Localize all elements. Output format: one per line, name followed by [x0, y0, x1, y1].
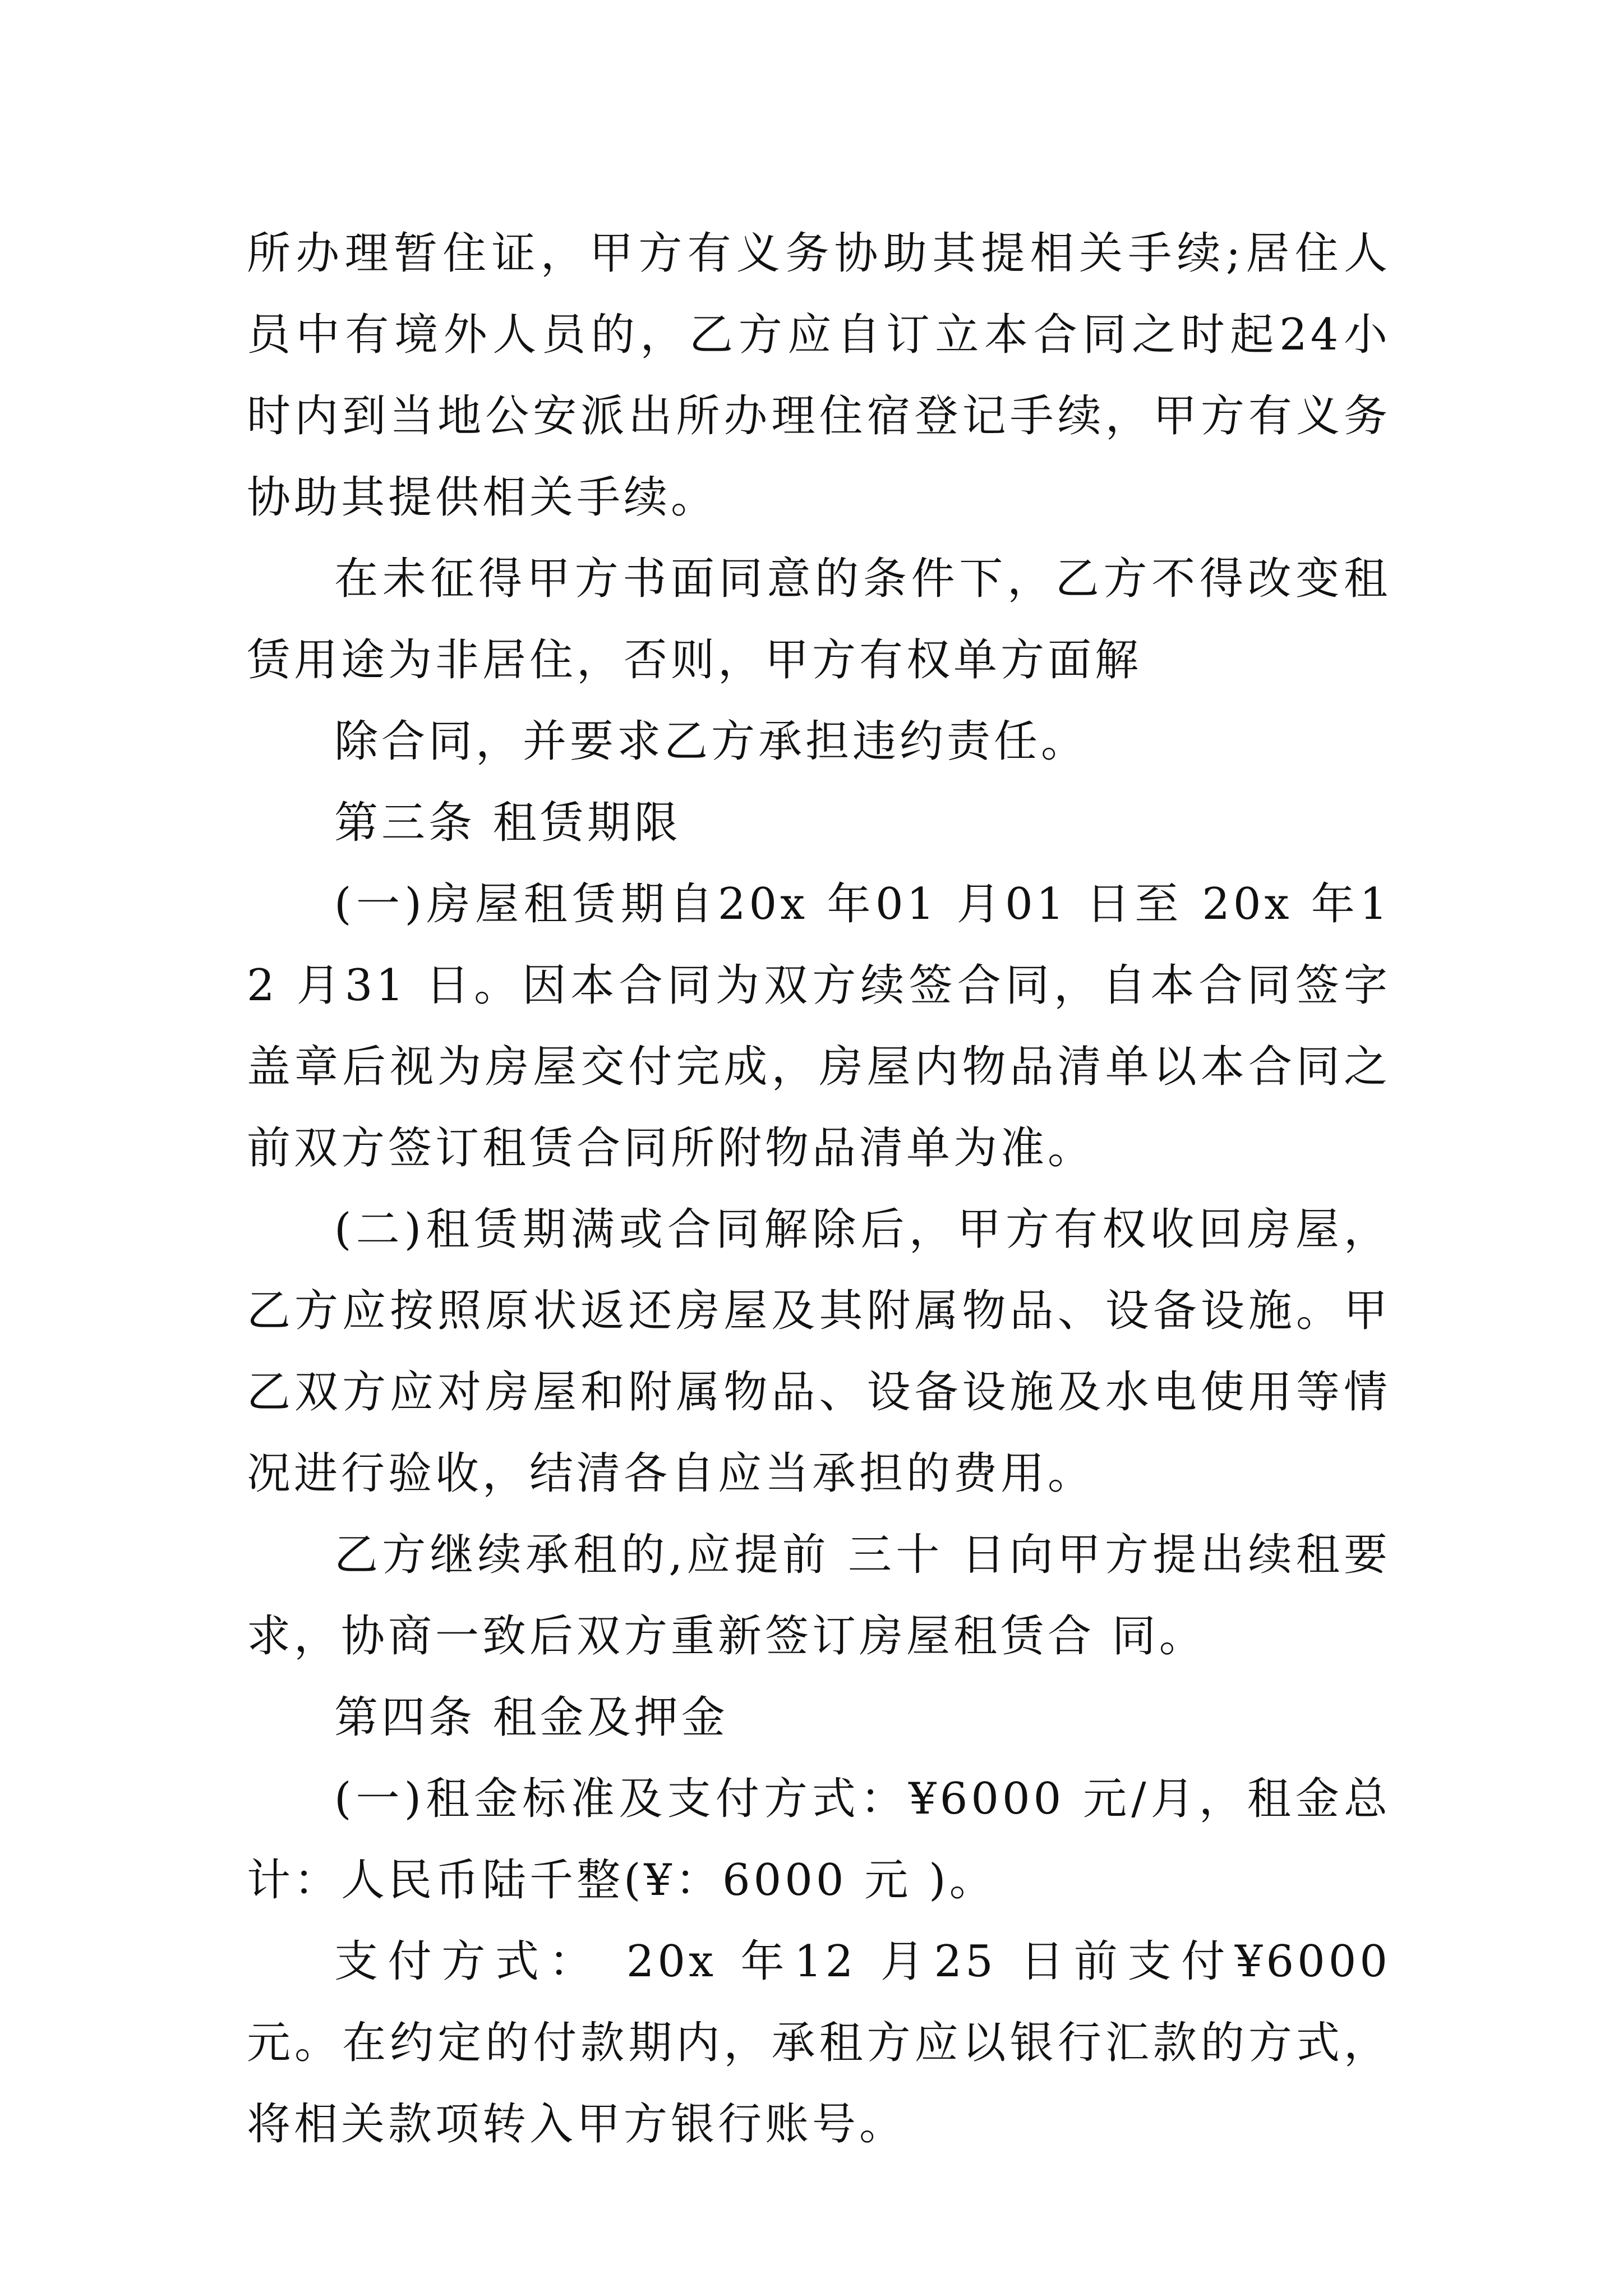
paragraph-residence-registration: 所办理暂住证，甲方有义务协助其提相关手续;居住人员中有境外人员的，乙方应自订立本合同之时起24小时内到当地公安派出所办理住宿登记手续，甲方有义务协助其提供相关手续。	[247, 228, 1391, 523]
paragraph-renewal: 乙方继续承租的,应提前 三十 日向甲方提出续租要求，协商一致后双方重新签订房屋租赁合 同。	[247, 1530, 1391, 1662]
paragraph-termination-liability: 除合同，并要求乙方承担违约责任。	[334, 716, 1089, 767]
paragraph-rent-standard: (一)租金标准及支付方式：¥6000 元/月，租金总计：人民币陆千整(¥：6000 元 )。	[247, 1774, 1391, 1906]
paragraph-usage-restriction: 在未征得甲方书面同意的条件下，乙方不得改变租赁用途为非居住，否则，甲方有权单方面解	[247, 554, 1391, 685]
paragraph-lease-expiry: (二)租赁期满或合同解除后，甲方有权收回房屋，乙方应按照原状返还房屋及其附属物品、设备设施。甲乙双方应对房屋和附属物品、设备设施及水电使用等情况进行验收，结清各自应当承担的费用。	[247, 1204, 1391, 1499]
heading-article-three: 第三条 租赁期限	[334, 798, 681, 848]
paragraph-lease-term: (一)房屋租赁期自20x 年01 月01 日至 20x 年12 月31 日。因本合同为双方续签合同，自本合同签字盖章后视为房屋交付完成，房屋内物品清单以本合同之前双方签订租赁合同所附物品清单为准。	[247, 879, 1391, 1174]
paragraph-payment-method: 支付方式： 20x 年12 月25 日前支付¥6000 元。在约定的付款期内，承租方应以银行汇款的方式，将相关款项转入甲方银行账号。	[247, 1936, 1391, 2150]
document-body	[247, 213, 1391, 2165]
heading-article-four: 第四条 租金及押金	[334, 1692, 728, 1743]
